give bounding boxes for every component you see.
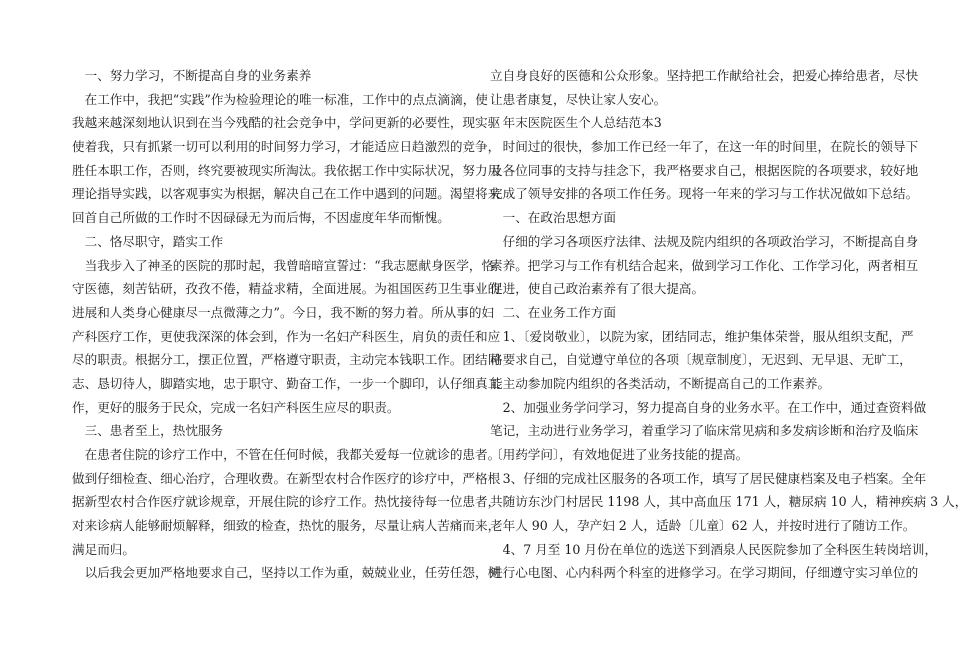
text-line: 对来诊病人能够耐烦解释，细致的检查，热忱的服务，尽量让病人苦痛而来， — [72, 518, 501, 534]
text-line: 在患者住院的诊疗工作中，不管在任何时候，我都关爱每一位就诊的患者。 — [84, 447, 501, 462]
text-line: 据新型农村合作医疗就诊规章，开展住院的诊疗工作。热忱接待每一位患者， — [72, 494, 501, 510]
text-line: 促进，使自己政治素养有了很大提高。 — [490, 281, 705, 297]
text-line: 三、患者至上，热忱服务 — [84, 423, 224, 439]
text-line: 〔用药学问〕，有效地促进了业务技能的提高。 — [490, 447, 749, 462]
text-line: 二、恪尽职守，踏实工作 — [84, 233, 224, 249]
text-line: 回首自己所做的工作时不因碌碌无为而后悔，不因虚度年华而惭愧。 — [72, 210, 450, 226]
text-line: 产科医疗工作，更使我深深的体会到，作为一名妇产科医生，肩负的责任和应 — [72, 328, 501, 344]
text-line: 年末医院医生个人总结范本3 — [502, 115, 662, 131]
left-text-column — [72, 64, 501, 585]
text-line: 我越来越深刻地认识到在当今残酷的社会竞争中，学问更新的必要性，现实驱 — [72, 115, 501, 131]
text-line: 共随访东沙门村居民 1198 人，其中高血压 171 人，糖尿病 10 人，精神疾病 3 人， — [490, 494, 967, 510]
text-line: 4、7 月至 10 月份在单位的选送下到酒泉人民医院参加了全科医生转岗培训， — [502, 541, 938, 557]
text-line: 1、〔爱岗敬业〕，以院为家，团结同志，维护集体荣誉，服从组织支配，严 — [502, 328, 914, 344]
text-line: 一、在政治思想方面 — [502, 210, 616, 226]
text-line: 二、在业务工作方面 — [502, 304, 616, 320]
text-line: 作，更好的服务于民众，完成一名妇产科医生应尽的职责。 — [72, 399, 400, 415]
text-line: 在工作中，我把“实践”作为检验理论的唯一标准，工作中的点点滴滴，使 — [84, 91, 488, 107]
text-line: 满足而归。 — [72, 541, 135, 557]
text-line: 格要求自己，自觉遵守单位的各项〔规章制度〕，无迟到、无早退、无旷工， — [490, 352, 912, 368]
text-line: 2、加强业务学问学习，努力提高自身的业务水平。在工作中，通过查资料做 — [502, 399, 927, 415]
text-line: 理论指导实践，以客观事实为根据，解决自己在工作中遇到的问题。渴望将来 — [72, 186, 501, 202]
text-line: 时间过的很快，参加工作已经一年了，在这一年的时间里，在院长的领导下 — [502, 139, 919, 155]
text-line: 立自身良好的医德和公众形象。坚持把工作献给社会，把爱心捧给患者，尽快 — [490, 68, 919, 83]
text-line: 让患者康复，尽快让家人安心。 — [490, 91, 667, 107]
text-line: 仔细的学习各项医疗法律、法规及院内组织的各项政治学习，不断提高自身 — [502, 233, 919, 249]
text-line: 胜任本职工作，否则，终究要被现实所淘汰。我依据工作中实际状况，努力用 — [72, 162, 501, 178]
text-line: 完成了领导安排的各项工作任务。现将一年来的学习与工作状况做如下总结。 — [490, 186, 919, 202]
text-line: 及各位同事的支持与挂念下，我严格要求自己，根据医院的各项要求，较好地 — [490, 162, 919, 178]
text-line: 当我步入了神圣的医院的那时起，我曾暗暗宣誓过：“我志愿献身医学，恪 — [84, 257, 495, 273]
text-line: 进展和人类身心健康尽一点微薄之力”。今日，我不断的努力着。所从事的妇 — [72, 304, 495, 320]
text-line: 进行心电图、心内科两个科室的进修学习。在学习期间，仔细遵守实习单位的 — [490, 565, 919, 581]
text-line: 以后我会更加严格地要求自己，坚持以工作为重，兢兢业业，任劳任怨，树 — [84, 565, 501, 581]
text-line: 老年人 90 人，孕产妇 2 人，适龄〔儿童〕62 人，并按时进行了随访工作。 — [490, 518, 916, 534]
text-line: 使着我，只有抓紧一切可以利用的时间努力学习，才能适应日趋激烈的竞争， — [72, 139, 501, 155]
text-line: 能主动参加院内组织的各类活动，不断提高自己的工作素养。 — [490, 375, 831, 391]
text-line: 一、努力学习，不断提高自身的业务素养 — [84, 68, 312, 83]
right-text-column — [490, 64, 967, 585]
text-line: 做到仔细检查、细心治疗，合理收费。在新型农村合作医疗的诊疗中，严格根 — [72, 470, 501, 486]
text-line: 志、恳切待人，脚踏实地，忠于职守、勤奋工作，一步一个脚印，认仔细真工 — [72, 375, 501, 391]
text-line: 守医德，刻苦钻研，孜孜不倦，精益求精，全面进展。为祖国医药卫生事业的 — [72, 281, 501, 297]
text-line: 3、仔细的完成社区服务的各项工作，填写了居民健康档案及电子档案。全年 — [502, 470, 927, 486]
text-line: 笔记，主动进行业务学习，着重学习了临床常见病和多发病诊断和治疗及临床 — [490, 423, 919, 439]
text-line: 尽的职责。根据分工，摆正位置，严格遵守职责，主动完本钱职工作。团结同 — [72, 352, 501, 368]
text-line: 素养。把学习与工作有机结合起来，做到学习工作化、工作学习化，两者相互 — [490, 257, 919, 273]
